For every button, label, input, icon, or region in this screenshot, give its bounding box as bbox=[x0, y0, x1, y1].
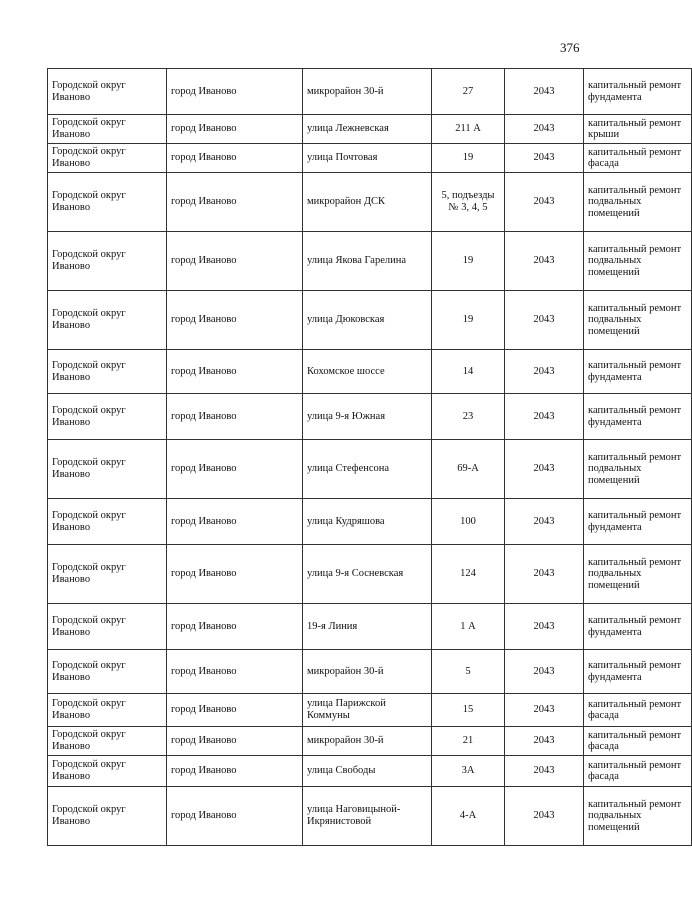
table-row bbox=[48, 756, 692, 787]
year-cell: 2043 bbox=[505, 499, 584, 545]
district-cell: Городской округ Иваново bbox=[48, 787, 167, 846]
table-row bbox=[48, 115, 692, 144]
city-cell: город Иваново bbox=[167, 394, 303, 440]
house-number-cell: 5 bbox=[432, 650, 505, 694]
house-number-cell: 19 bbox=[432, 232, 505, 291]
year-cell: 2043 bbox=[505, 291, 584, 350]
city-cell: город Иваново bbox=[167, 173, 303, 232]
city-cell: город Иваново bbox=[167, 291, 303, 350]
year-cell: 2043 bbox=[505, 694, 584, 727]
street-cell: микрорайон 30-й bbox=[303, 69, 432, 115]
work-type-cell: капитальный ремонт крыши bbox=[584, 115, 692, 144]
street-cell: улица Почтовая bbox=[303, 144, 432, 173]
house-number-cell: 27 bbox=[432, 69, 505, 115]
page-number: 376 bbox=[560, 40, 580, 55]
street-cell: улица Якова Гарелина bbox=[303, 232, 432, 291]
year-cell: 2043 bbox=[505, 394, 584, 440]
city-cell: город Иваново bbox=[167, 232, 303, 291]
work-type-cell: капитальный ремонт фундамента bbox=[584, 499, 692, 545]
street-cell: улица Свободы bbox=[303, 756, 432, 787]
work-type-cell: капитальный ремонт подвальных помещений bbox=[584, 545, 692, 604]
district-cell: Городской округ Иваново bbox=[48, 232, 167, 291]
house-number-cell: 19 bbox=[432, 144, 505, 173]
district-cell: Городской округ Иваново bbox=[48, 350, 167, 394]
city-cell: город Иваново bbox=[167, 440, 303, 499]
table-row bbox=[48, 727, 692, 756]
district-cell: Городской округ Иваново bbox=[48, 173, 167, 232]
year-cell: 2043 bbox=[505, 69, 584, 115]
street-cell: Кохомское шоссе bbox=[303, 350, 432, 394]
city-cell: город Иваново bbox=[167, 69, 303, 115]
work-type-cell: капитальный ремонт подвальных помещений bbox=[584, 440, 692, 499]
work-type-cell: капитальный ремонт фасада bbox=[584, 694, 692, 727]
house-number-cell: 124 bbox=[432, 545, 505, 604]
house-number-cell: 5, подъезды № 3, 4, 5 bbox=[432, 173, 505, 232]
district-cell: Городской округ Иваново bbox=[48, 604, 167, 650]
year-cell: 2043 bbox=[505, 350, 584, 394]
city-cell: город Иваново bbox=[167, 756, 303, 787]
year-cell: 2043 bbox=[505, 545, 584, 604]
year-cell: 2043 bbox=[505, 727, 584, 756]
work-type-cell: капитальный ремонт фасада bbox=[584, 727, 692, 756]
work-type-cell: капитальный ремонт подвальных помещений bbox=[584, 232, 692, 291]
table-row bbox=[48, 650, 692, 694]
year-cell: 2043 bbox=[505, 232, 584, 291]
street-cell: улица 9-я Южная bbox=[303, 394, 432, 440]
year-cell: 2043 bbox=[505, 144, 584, 173]
district-cell: Городской округ Иваново bbox=[48, 499, 167, 545]
district-cell: Городской округ Иваново bbox=[48, 727, 167, 756]
district-cell: Городской округ Иваново bbox=[48, 756, 167, 787]
street-cell: микрорайон 30-й bbox=[303, 650, 432, 694]
work-type-cell: капитальный ремонт подвальных помещений bbox=[584, 291, 692, 350]
city-cell: город Иваново bbox=[167, 787, 303, 846]
street-cell: улица Наговицыной-Икрянистовой bbox=[303, 787, 432, 846]
work-type-cell: капитальный ремонт подвальных помещений bbox=[584, 173, 692, 232]
house-number-cell: 211 А bbox=[432, 115, 505, 144]
district-cell: Городской округ Иваново bbox=[48, 291, 167, 350]
work-type-cell: капитальный ремонт подвальных помещений bbox=[584, 787, 692, 846]
house-number-cell: 14 bbox=[432, 350, 505, 394]
table-row bbox=[48, 694, 692, 727]
table-row bbox=[48, 545, 692, 604]
house-number-cell: 69-А bbox=[432, 440, 505, 499]
city-cell: город Иваново bbox=[167, 144, 303, 173]
city-cell: город Иваново bbox=[167, 727, 303, 756]
house-number-cell: 100 bbox=[432, 499, 505, 545]
street-cell: улица Дюковская bbox=[303, 291, 432, 350]
work-type-cell: капитальный ремонт фундамента bbox=[584, 350, 692, 394]
year-cell: 2043 bbox=[505, 115, 584, 144]
repair-schedule-table bbox=[47, 68, 692, 846]
table-row bbox=[48, 69, 692, 115]
year-cell: 2043 bbox=[505, 440, 584, 499]
district-cell: Городской округ Иваново bbox=[48, 69, 167, 115]
table-row bbox=[48, 394, 692, 440]
work-type-cell: капитальный ремонт фундамента bbox=[584, 69, 692, 115]
year-cell: 2043 bbox=[505, 756, 584, 787]
table-row bbox=[48, 173, 692, 232]
city-cell: город Иваново bbox=[167, 115, 303, 144]
table-row bbox=[48, 291, 692, 350]
table-row bbox=[48, 604, 692, 650]
house-number-cell: 4-А bbox=[432, 787, 505, 846]
city-cell: город Иваново bbox=[167, 650, 303, 694]
city-cell: город Иваново bbox=[167, 604, 303, 650]
work-type-cell: капитальный ремонт фундамента bbox=[584, 394, 692, 440]
district-cell: Городской округ Иваново bbox=[48, 650, 167, 694]
street-cell: улица 9-я Сосневская bbox=[303, 545, 432, 604]
district-cell: Городской округ Иваново bbox=[48, 144, 167, 173]
street-cell: улица Парижской Коммуны bbox=[303, 694, 432, 727]
table-row bbox=[48, 144, 692, 173]
table-row bbox=[48, 232, 692, 291]
street-cell: улица Стефенсона bbox=[303, 440, 432, 499]
table-row bbox=[48, 499, 692, 545]
work-type-cell: капитальный ремонт фундамента bbox=[584, 650, 692, 694]
work-type-cell: капитальный ремонт фундамента bbox=[584, 604, 692, 650]
house-number-cell: 1 А bbox=[432, 604, 505, 650]
city-cell: город Иваново bbox=[167, 499, 303, 545]
table-row bbox=[48, 440, 692, 499]
table-row bbox=[48, 787, 692, 846]
city-cell: город Иваново bbox=[167, 694, 303, 727]
year-cell: 2043 bbox=[505, 787, 584, 846]
year-cell: 2043 bbox=[505, 604, 584, 650]
city-cell: город Иваново bbox=[167, 350, 303, 394]
street-cell: 19-я Линия bbox=[303, 604, 432, 650]
street-cell: микрорайон 30-й bbox=[303, 727, 432, 756]
table-row bbox=[48, 350, 692, 394]
house-number-cell: 19 bbox=[432, 291, 505, 350]
work-type-cell: капитальный ремонт фасада bbox=[584, 144, 692, 173]
year-cell: 2043 bbox=[505, 650, 584, 694]
district-cell: Городской округ Иваново bbox=[48, 545, 167, 604]
street-cell: микрорайон ДСК bbox=[303, 173, 432, 232]
house-number-cell: 23 bbox=[432, 394, 505, 440]
street-cell: улица Кудряшова bbox=[303, 499, 432, 545]
year-cell: 2043 bbox=[505, 173, 584, 232]
district-cell: Городской округ Иваново bbox=[48, 694, 167, 727]
house-number-cell: 3А bbox=[432, 756, 505, 787]
house-number-cell: 15 bbox=[432, 694, 505, 727]
work-type-cell: капитальный ремонт фасада bbox=[584, 756, 692, 787]
street-cell: улица Лежневская bbox=[303, 115, 432, 144]
house-number-cell: 21 bbox=[432, 727, 505, 756]
city-cell: город Иваново bbox=[167, 545, 303, 604]
district-cell: Городской округ Иваново bbox=[48, 440, 167, 499]
district-cell: Городской округ Иваново bbox=[48, 115, 167, 144]
district-cell: Городской округ Иваново bbox=[48, 394, 167, 440]
